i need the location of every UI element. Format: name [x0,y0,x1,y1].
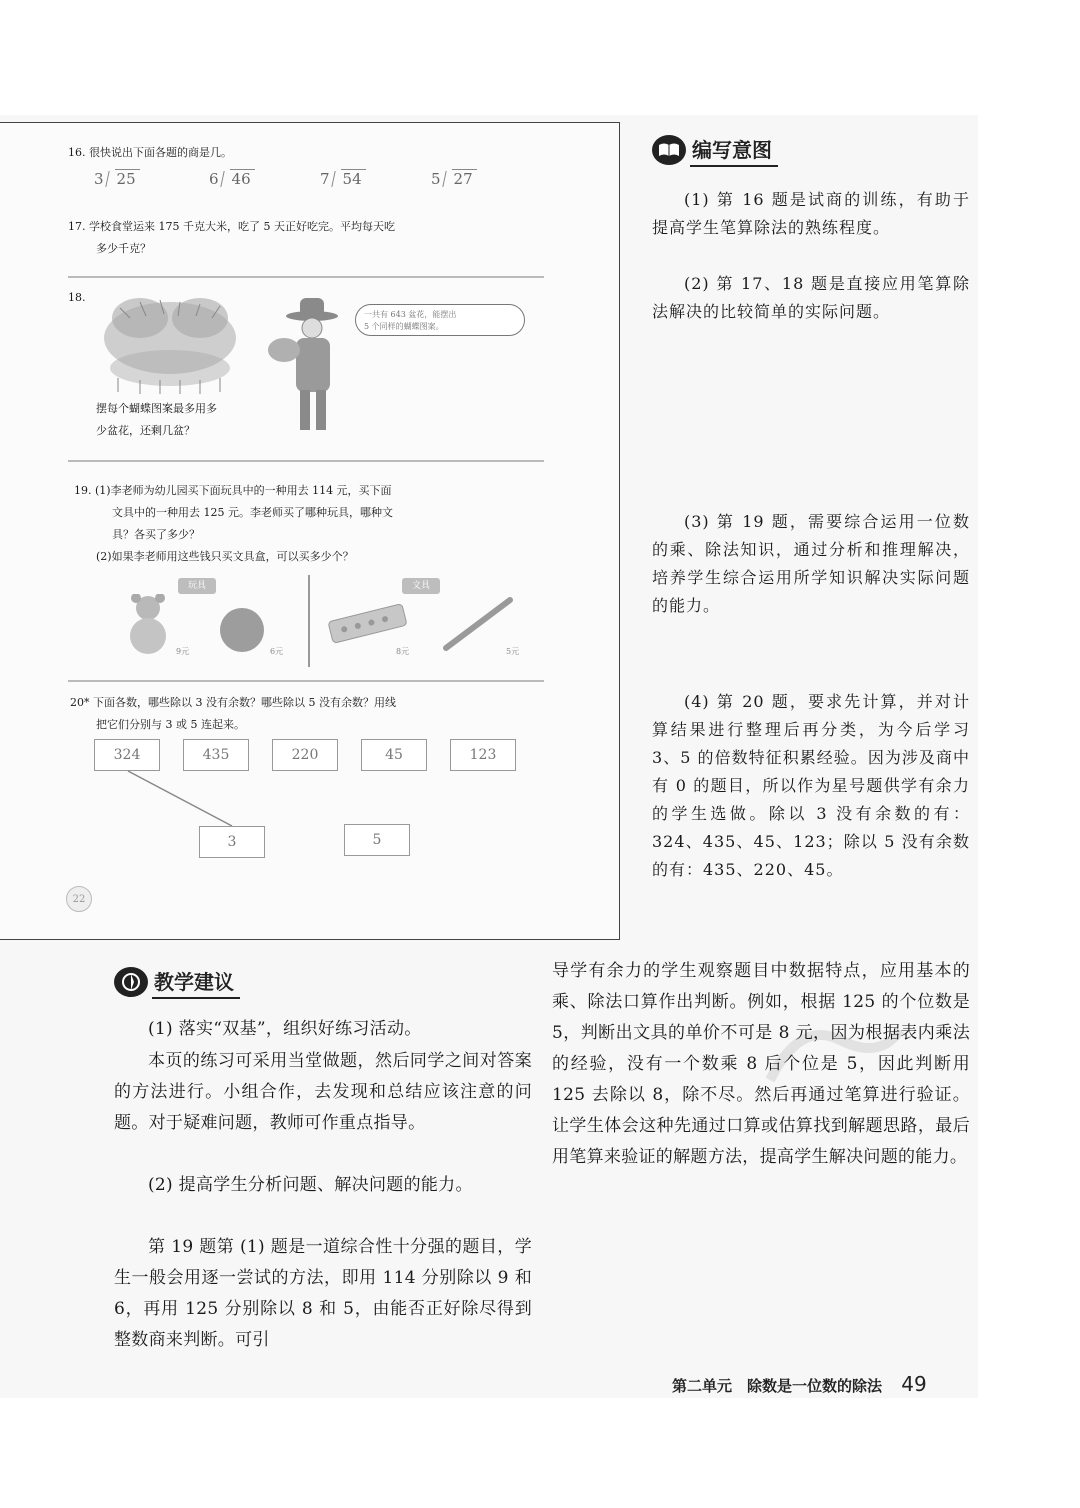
q16-text: 16. 很快说出下面各题的商是几。 [68,146,232,159]
q17-line2: 多少千克？ [96,242,151,255]
q18-number: 18. [68,291,86,304]
target-box: 5 [344,824,410,856]
q18-line1: 摆每个蝴蝶图案最多用多 [96,402,217,415]
bubble-line: 5 个同样的蝴蝶图案。 [364,322,444,331]
division-item: 3 25 [94,170,140,188]
connector-line [0,0,620,940]
intent-title: 编写意图 [690,134,778,167]
price-label: 5元 [506,647,520,656]
advice-heading [114,966,240,998]
tag-stationery: 文具 [402,578,440,594]
intent-paragraph: (4) 第 20 题，要求先计算，并对计算结果进行整理后再分类，为今后学习 3、5 的倍数特征积累经验。因为涉及商中有 0 的题目，所以作为星号题供学有余力的学生选做。除以 3 没有余数的有：324、435、45、123；除以 5 没有余数的有：435、220、45。 [652,692,970,879]
price-label: 6元 [270,647,284,656]
q19-line2: 文具中的一种用去 125 元。李老师买了哪种玩具，哪种文 [112,506,393,519]
number-box: 324 [94,739,160,771]
q20-line2: 把它们分别与 3 或 5 连起来。 [96,718,245,731]
bubble-line: 一共有 643 盆花，能摆出 [364,310,457,319]
q17-line1: 17. 学校食堂运来 175 千克大米，吃了 5 天正好吃完。平均每天吃 [68,220,395,233]
number-box: 123 [450,739,516,771]
number-box: 45 [361,739,427,771]
page-footer [672,1372,927,1396]
advice-paragraph: (2) 提高学生分析问题、解决问题的能力。 [148,1175,473,1195]
advice-title: 教学建议 [152,966,240,999]
q19-line3: 具？各买了多少？ [112,528,200,541]
q20-line1: 20* 下面各数，哪些除以 3 没有余数？哪些除以 5 没有余数？用线 [70,696,396,709]
advice-paragraph: 本页的练习可采用当堂做题，然后同学之间对答案的方法进行。小组合作，去发现和总结应该注意的问题。对于疑难问题，教师可作重点指导。 [114,1051,532,1133]
page-number: 49 [901,1372,927,1396]
intent-paragraph: (2) 第 17、18 题是直接应用笔算除法解决的比较简单的实际问题。 [652,274,970,321]
q18-line2: 少盆花，还剩几盆？ [96,424,195,437]
division-item: 6 46 [209,170,255,188]
number-box: 435 [183,739,249,771]
number-box: 220 [272,739,338,771]
advice-paragraph: 第 19 题第 (1) 题是一道综合性十分强的题目，学生一般会用逐一尝试的方法，即用 114 分别除以 9 和 6，再用 125 分别除以 8 和 5，由能否正好除尽得到整数商来判断。可引 [114,1237,532,1350]
price-label: 9元 [176,647,190,656]
book-icon [652,135,686,165]
intent-paragraph: (3) 第 19 题，需要综合运用一位数的乘、除法知识，通过分析和推理解决，培养学生综合运用所学知识解决实际问题的能力。 [652,512,970,615]
advice-paragraph: (1) 落实“双基”，组织好练习活动。 [148,1019,422,1039]
target-box: 3 [199,826,265,858]
division-item: 7 54 [320,170,366,188]
watermark-swirl [760,1010,910,1100]
intent-paragraph: (1) 第 16 题是试商的训练，有助于提高学生笔算除法的熟练程度。 [652,190,970,237]
advice-paragraph: 导学有余力的学生观察题目中数据特点，应用基本的乘、除法口算作出判断。例如，根据 125 的个位数是 5，判断出文具的单价不可是 8 元，因为根据表内乘法的经验，没有一个数乘 8 后个位是 5，因此判断用 125 去除以 8，除不尽。然后再通过笔算进行验证。让学生体会这种先通过口算或估算找到解题思路，最后用笔算来验证的解题方法，提高学生解决问题的能力。 [552,961,970,1167]
intent-heading [652,134,778,166]
tag-toys: 玩具 [178,578,216,594]
compass-icon [114,967,148,997]
book-page-number: 22 [66,886,92,912]
q19-line1: 19. (1)李老师为幼儿园买下面玩具中的一种用去 114 元，买下面 [74,484,392,497]
division-item: 5 27 [431,170,477,188]
price-label: 8元 [396,647,410,656]
unit-title: 第二单元 除数是一位数的除法 [672,1377,883,1395]
q19-line4: (2)如果李老师用这些钱只买文具盒，可以买多少个？ [96,550,354,563]
